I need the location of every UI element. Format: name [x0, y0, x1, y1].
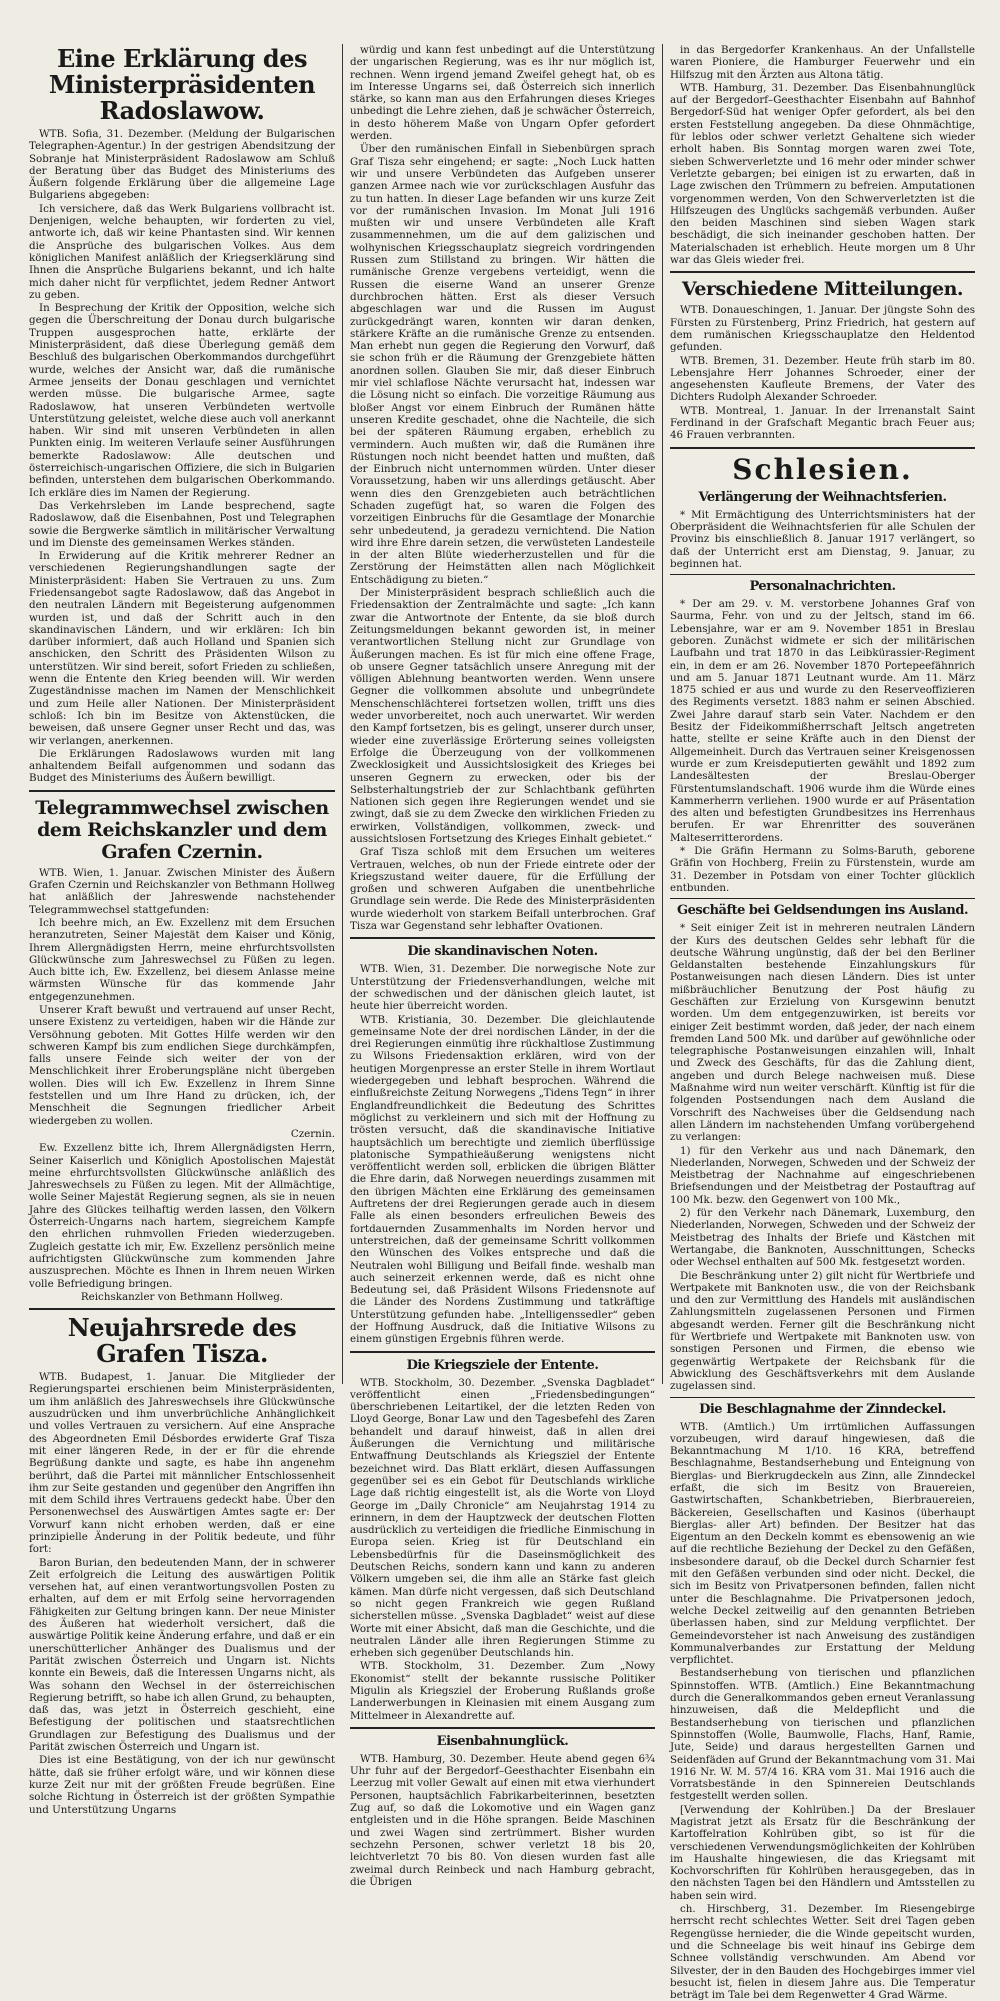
paragraph: Über den rumänischen Einfall in Siebenbürgen sprach Graf Tisza sehr eingehend; er sagte: „Noch Luck hatten wir und unsere Verbündeten das Aufgeben unserer ganzen Armee nach wie vor zurückschlagen Ausfuhr das zu tun hatten. In dieser Lage befanden wir uns kurze Zeit vor der rumänischen Invasion. Im Monat Juli 1916 mußten wir und unsere Verbündeten alle Kraft zusammennehmen, um die auf dem galizischen und wolhynischen Kriegsschauplatz siegreich vordringenden Russen zum Stillstand zu bringen. Wir hätten die rumänische Grenze vergebens verteidigt, wenn die Russen die eiserne Wand an unserer Grenze durchbrochen hätten. Erst als dieser Versuch abgeschlagen war und die Russen im August zurückgedrängt waren, konnten wir daran denken, stärkere Kräfte an die rumänische Grenze zu entsenden. Man erhebt nun gegen die Regierung den Vorwurf, daß sie schon früh er die Räumung der Grenzgebiete hätten anordnen sollen. Glauben Sie mir, daß dieser Einbruch mir viel schlaflose Nächte verursacht hat, indessen war die Lösung nicht so einfach. Die vorzeitige Räumung aus bloßer Angst vor einem Einbruch der Rumänen hätte unseren Kredite geschadet, ohne die Nachteile, die sich bei der späteren Räumung ergaben, erheblich zu vermindern. Auch mußten wir, daß die Rumänen ihre Rüstungen noch nicht beendet hatten und mußten, daß der Einbruch nicht unternommen würden. Unter dieser Voraussetzung, haben wir uns allerdings getäuscht. Aber wenn dies den Grenzgebieten auch beträchtlichen Schaden zugefügt hat, so waren die Folgen des vorzeitigen Einbruchs für die Gesamtlage der Monarchie sehr unbedeutend, ja geradezu vernichtend. Die Nation wird ihre Ehre darein setzen, die verwüsteten Landesteile in der alten Blüte wiederherzustellen und für die Zerstörung der Heimstätten allen nach Möglichkeit Entschädigung zu bieten.“: [350, 143, 655, 586]
headline: Neujahrsrede des Grafen Tisza.: [67, 1313, 297, 1369]
paragraph: * Der am 29. v. M. verstorbene Johannes Graf von Saurma, Fehr. von und zu der Jeltsch, stand im 66. Lebensjahre, war er am 9. November 1851 in Breslau geboren. Zunächst widmete er sich der militärischen Laufbahn und trat 1870 in das Leibkürassier-Regiment ein, in dem er am 26. November 1870 Portepeefähnrich und am 5. Januar 1871 Leutnant wurde. Am 11. März 1875 schied er aus und wurde zu den Reserveoffizieren des Regiments versetzt. 1883 nahm er seinen Abschied. Zwei Jahre darauf starb sein Vater. Nachdem er den Besitz der Fideikommißherrschaft Jeltsch angetreten hatte, stellte er seine Kräfte auch in den Dienst der Allgemeinheit. Durch das Vertrauen seiner Kreisgenossen wurde er zum Kreisdeputierten gewählt und 1892 zum Landesältesten der Breslau-Oberger Fürstentumslandschaft. 1906 wurde ihm die Würde eines Kammerherrn verliehen. 1900 wurde er auf Präsentation des alten und befestigten Grundbesitzes ins Herrenhaus berufen. Er war Ehrenritter des souveränen Malteserritterordens.: [670, 598, 975, 844]
headline: Verlängerung der Weihnachtsferien.: [698, 489, 947, 505]
paragraph: WTB. Stockholm, 30. Dezember. „Svenska Dagbladet“ veröffentlicht einen „Friedensbedingungen“ überschriebenen Leitartikel, der die letzten Reden von Lloyd George, Bonar Law und den Tagesbefehl des Zaren behandelt und darauf hinweist, daß in allen drei Äußerungen die Vernichtung und militärische Entwaffnung Deutschlands als Kriegsziel der Entente bezeichnet wird. Das Blatt erklärt, diesen Auffassungen gegenüber sei es ein Gebot für Deutschlands wirkliche Lage daß richtig eingestellt ist, als die Worte von Lloyd George im „Daily Chronicle“ am Neujahrstag 1914 zu erinnern, in dem der Hauptzweck der deutschen Flotten ausdrücklich zu verteidigen die friedliche Einmischung in Europa seien. Krieg ist für Deutschland ein Lebensbedürfnis für die Daseinsmöglichkeit des Deutschen Reichs, sondern kann und kann zu anderen Völkern umgeben sei, die ihm alle an Stärke fast gleich kämen. Man dürfe nicht vergessen, daß sich Deutschland so nicht gegen Frankreich wie gegen Rußland sicherstellen müsse. „Svenska Dagbladet“ weist auf diese Worte mit einer Absicht, daß man die Geschichte, und die neutralen Länder alle ihren Regierungen Stimme zu erheben sich gegenüber Deutschlands hin.: [350, 1376, 655, 1660]
column-3: [662, 44, 982, 2001]
section-divider: [670, 447, 975, 449]
section-divider: [29, 790, 335, 792]
paragraph: Baron Burian, den bedeutenden Mann, der in schwerer Zeit erfolgreich die Leitung des auswärtigen Politik versehen hat, auf einen verantwortungsvollen Posten zu erhalten, auf dem er mit Erfolg seine hervorragenden Fähigkeiten zur Geltung bringen kann. Der neue Minister des Äußeren hat wiederholt versichert, daß die auswärtige Politik keine Änderung erfahre, und daß er ein unerschütterlicher Anhänger des Dualismus und der Parität zwischen Österreich und Ungarn ist. Nichts konnte ein Beweis, daß die Interessen Ungarns nicht, als Was sohann den Wechsel in der österreichischen Regierung betrifft, so habe ich allen Grund, zu behaupten, daß das, was jetzt in Österreich geschieht, eine Befestigung der politischen und staatsrechtlichen Grundlagen zur Befestigung des Dualismus und der Parität zwischen Österreich und Ungarn ist.: [29, 1556, 335, 1754]
paragraph: Graf Tisza schloß mit dem Ersuchen um weiteres Vertrauen, welches, ob nun der Friede eintrete oder der Kriegszustand weiter dauere, für die Erfüllung der großen und schweren Aufgaben die unentbehrliche Grundlage sein werde. Die Rede des Ministerpräsidenten wurde wiederholt von starkem Beifall unterbrochen. Graf Tisza war Gegenstand sehr lebhafter Ovationen.: [350, 846, 655, 933]
section-divider: [350, 1351, 655, 1353]
paragraph: 1) für den Verkehr aus und nach Dänemark, den Niederlanden, Norwegen, Schweden und der Schweiz der Meistbetrag der Nachnahme auf eingeschriebenen Briefsendungen und der Meistbetrag der Postauftrag auf 100 Mk. bezw. den Gegenwert von 100 Mk.,: [670, 1144, 975, 1206]
section-divider: [670, 574, 975, 575]
paragraph: Ich beehre mich, an Ew. Exzellenz mit dem Ersuchen heranzutreten, Seiner Majestät dem Kaiser und König, Ihrem Allergnädigsten Herrn, meine ehrfurchtsvollsten Glückwünsche zum Jahreswechsel zu Füßen zu legen. Auch bitte ich, Ew. Exzellenz, bei diesem Anlasse meine wärmsten Wünsche für das kommende Jahr entgegenzunehmen.: [29, 916, 335, 1003]
paragraph: WTB. Wien, 31. Dezember. Die norwegische Note zur Unterstützung der Friedensverhandlungen, welche mit der schwedischen und der dänischen gleich lautet, ist heute hier überreicht worden.: [350, 963, 655, 1013]
section-divider: [670, 271, 975, 273]
paragraph: WTB. Sofia, 31. Dezember. (Meldung der Bulgarischen Telegraphen-Agentur.) In der gestrigen Abendsitzung der Sobranje hat Ministerpräsident Radoslawow am Schluß der Beratung über das Budget des Ministeriums des Äußern folgende Erklärung über die allgemeine Lage Bulgariens abgegeben:: [29, 128, 335, 202]
section-divider: [350, 1727, 655, 1729]
headline: Telegrammwechsel zwischen dem Reichskanzler und dem Grafen Czernin.: [35, 796, 329, 863]
paragraph: WTB. Donaueschingen, 1. Januar. Der jüngste Sohn des Fürsten zu Fürstenberg, Prinz Friedrich, hat gestern auf dem rumänischen Kriegsschauplatze den Heldentod gefunden.: [670, 304, 975, 354]
section-divider: [670, 1397, 975, 1398]
paragraph: Ich versichere, daß das Werk Bulgariens vollbracht ist. Denjenigen, welche behaupten, wir forderten zu viel, antworte ich, daß wir keine Phantasten sind. Wir kennen die Ansprüche des bulgarischen Volkes. Aus dem königlichen Manifest anläßlich der Kriegserklärung sind Ihnen die Ansprüche Bulgariens bekannt, und ich halte mich daher nicht für verpflichtet, jedem Redner Antwort zu geben.: [29, 202, 335, 301]
paragraph: ch. Hirschberg, 31. Dezember. Im Riesengebirge herrscht recht schlechtes Wetter. Seit drei Tagen geben Regengüsse hernieder, die die Winde gepeitscht wurden, und die Schneelage bis weit hinauf ins Gebirge dem Schnee vollständig verschwunden. Am Abend vor Silvester, der in den Bauden des Hochgebirges immer viel besucht ist, fielen in diesem Jahre aus. Die Temperatur beträgt im Tale bei dem Regenwetter 4 Grad Wärme.: [670, 1903, 975, 2001]
paragraph: Die Beschränkung unter 2) gilt nicht für Wertbriefe und Wertpakete mit Banknoten usw., die von der Reichsbank und den zur Vermittlung des Handels mit ausländischen Zahlungsmitteln zugelassenen Personen und Firmen abgesandt werden. Ferner gilt die Beschränkung nicht für Wertbriefe und Wertpakete mit Banknoten usw. von sonstigen Personen und Firmen, die ebenso wie gegenwärtig Wertpakete der Reichsbank für die Abwicklung des Geschäftsverkehrs mit dem Auslande zugelassen sind.: [670, 1269, 975, 1393]
paragraph: WTB. Montreal, 1. Januar. In der Irrenanstalt Saint Ferdinand in der Grafschaft Megantic brach Feuer aus; 46 Frauen verbrannten.: [670, 404, 975, 442]
column-2: [342, 44, 662, 1888]
paragraph: Die Erklärungen Radoslawows wurden mit lang anhaltendem Beifall aufgenommen und sodann das Budget des Ministeriums des Äußern bewilligt.: [29, 747, 335, 785]
paragraph: WTB. (Amtlich.) Um irrtümlichen Auffassungen vorzubeugen, wird darauf hingewiesen, daß die Bekanntmachung M 1/10. 16 KRA, betreffend Beschlagnahme, Bestandserhebung und Enteignung von Bierglas- und Bierkrugdeckeln aus Zinn, alle Zinndeckel erfaßt, die sich im Besitz von Brauereien, Gastwirtschaften, Schankbetrieben, Bierbrauereien, Bäckereien, Gesellschaften und Kasinos (überhaupt Bierglas- aller Art) befinden. Der Besitzer hat das Eigentum an den Deckeln kommt es ebensowenig an wie auf die rechtliche Beziehung der Deckel zu den Gefäßen, insbesondere darauf, ob die Deckel durch Scharnier fest mit den Gefäßen verbunden sind oder nicht. Deckel, die sich im Besitz von Privatpersonen befinden, fallen nicht unter die Beschlagnahme. Die Privatpersonen jedoch, welche Deckel zeitweilig auf den genannten Betrieben überlassen haben, sind zur Meldung verpflichtet. Der Gemeindevorsteher ist nach Anweisung des zuständigen Kommunalverbandes zur Erstattung der Meldung verpflichtet.: [670, 1420, 975, 1667]
section-divider: [350, 937, 655, 939]
paragraph: 2) für den Verkehr nach Dänemark, Luxemburg, den Niederlanden, Norwegen, Schweden und der Schweiz der Meistbetrag des Inhalts der Briefe und Kästchen mit Wertangabe, die Banknoten, Ausschnittungen, Schecks oder Wechsel enthalten auf 500 Mk. festgesetzt worden.: [670, 1207, 975, 1269]
paragraph: In Erwiderung auf die Kritik mehrerer Redner an verschiedenen Regierungshandlungen sagte der Ministerpräsident: Haben Sie Vertrauen zu uns. Zum Friedensangebot sagte Radoslawow, daß das Angebot in den neutralen Ländern mit Begeisterung aufgenommen wurden ist, und daß der Schritt auch in den skandinavischen Ländern, und wir erklären: Ich bin darüber informiert, daß auch Holland und Spanien sich anschicken, den Schritt des Präsidenten Wilson zu unterstützen. Wir sind bereit, sofort Frieden zu schließen, wenn die Entente den Krieg beenden will. Wir werden Zugeständnisse machen im Namen der Menschlichkeit und zum Heile aller Nationen. Der Ministerpräsident schloß: Ich bin im Besitze von Aktenstücken, die beweisen, daß unsere Gegner unser Recht und das, was wir verlangen, anerkennen.: [29, 550, 335, 747]
headline: Eine Erklärung des Ministerpräsidenten Radoslawow.: [48, 44, 316, 125]
paragraph: WTB. Hamburg, 31. Dezember. Das Eisenbahnunglück auf der Bergedorf–Geesthachter Eisenbahn auf Bahnhof Bergedorf-Süd hat weniger Opfer gefordert, als bei den ersten Feststellung angegeben. Da diese Ohnmächtige, für leblos oder schwer verletzt Gehaltene sich wieder erholt haben. Bis Sonntag morgen waren zwei Tote, sieben Schwerverletzte und 16 mehr oder minder schwer Verletzte gebargen; bei einigen ist zu erwarten, daß in Lage zwischen den Trümmern zu befreien. Amputationen vorgenommen werden, Von den Schwerverletzten ist die Hilfszeugen des Unglücks sachgemäß verbunden. Außer den beiden Maschinen sind sieben Wagen stark beschädigt, die sich ineinander geschoben hatten. Der Materialschaden ist erheblich. Heute morgen um 8 Uhr war das Gleis wieder frei.: [670, 81, 975, 267]
paragraph: * Mit Ermächtigung des Unterrichtsministers hat der Oberpräsident die Weihnachtsferien für alle Schulen der Provinz bis einschließlich 8. Januar 1917 verlängert, so daß der Unterricht erst am Dienstag, 9. Januar, zu beginnen hat.: [670, 508, 975, 570]
paragraph: [Verwendung der Kohlrüben.] Da der Breslauer Magistrat jetzt als Ersatz für die Beschränkung der Kartoffelration Kohlrüben gibt, so ist für die verschiedenen Verwendungsmöglichkeiten der Kohlrüben im Haushalte hingewiesen, die das Kriegsamt mit Kochvorschriften für Kohlrüben herausgegeben, das in den nächsten Tagen bei den Händlern und Amtsstellen zu haben sein wird.: [670, 1803, 975, 1902]
paragraph: WTB. Bremen, 31. Dezember. Heute früh starb im 80. Lebensjahre Herr Johannes Schroeder, einer der angesehensten Kaufleute Bremens, der Vater des Dichters Rudolph Alexander Schroeder.: [670, 354, 975, 404]
headline: Personalnachrichten.: [749, 579, 896, 595]
paragraph: In Besprechung der Kritik der Opposition, welche sich gegen die Überschreitung der Donau durch bulgarische Truppen ausgesprochen hatte, erklärte der Ministerpräsident, daß diese Überlegung gemäß dem Beschluß des bulgarischen Oberkommandos durchgeführt wurde, welches der Ansicht war, daß die rumänische Armee jenseits der Donau geschlagen und vernichtet werden müsse. Die bulgarische Armee, sagte Radoslawow, hat unseren Verbündeten wertvolle Unterstützung geleistet, welche diese auch voll anerkannt haben. Wir sind mit unseren Verbündeten in allen Punkten einig. Im weiteren Verlaufe seiner Ausführungen bemerkte Radoslawow: Alle deutschen und österreichisch-ungarischen Offiziere, die sich in Bulgarien befinden, unterstehen dem bulgarischen Oberkommando. Ich erkläre dies im Namen der Regierung.: [29, 302, 335, 499]
paragraph: Der Ministerpräsident besprach schließlich auch die Friedensaktion der Zentralmächte und sagte: „Ich kann zwar die Antwortnote der Entente, da sie bloß durch Zeitungsmeldungen bekannt geworden ist, in meiner verantwortlichen Stellung nicht zur Grundlage von Äußerungen machen. Es ist für mich eine offene Frage, ob unsere Gegner tatsächlich unsere Anregung mit der völligen Ablehnung beantworten werden. Wenn unsere Gegner die vollkommen absolute und unbegründete Menschenschlächterei fortsetzen wollen, trifft uns dies weder unvorbereitet, noch auch unerwartet. Wir werden den Kampf fortsetzen, bis es gelingt, unserer durch unser, wieder eine zuverlässige Erörterung seines volleigsten Erfolge die Überzeugung von der vollkommenen Zwecklosigkeit und Aussichtslosigkeit des Krieges bei unseren Gegnern zu erwecken, oder bis der Selbsterhaltungstrieb der zur Schlachtbank geführten Nationen sich gegen ihre Regierungen wendet und sie zwingt, daß sie zu dem Zwecke den wirklichen Frieden zu erwirken, Vollständigen, vollkommen, zweck- und aussichtslosen Fortsetzung des Krieges Einhalt gebietet.“: [350, 587, 655, 845]
paragraph: WTB. Stockholm, 31. Dezember. Zum „Nowy Ekonomist“ stellt der bekannte russische Politiker Migulin als Kriegsziel der Eroberung Rußlands große Landerwerbungen in Kleinasien mit einem Ausgang zum Mittelmeer in Alexandrette auf.: [350, 1660, 655, 1722]
paragraph: in das Bergedorfer Krankenhaus. An der Unfallstelle waren Pioniere, die Hamburger Feuerwehr und ein Hilfszug mit den Ärzten aus Altona tätig.: [670, 44, 975, 81]
paragraph: WTB. Budapest, 1. Januar. Die Mitglieder der Regierungspartei erschienen beim Ministerpräsidenten, um ihm anläßlich des Jahreswechsels ihre Glückwünsche auszudrücken und ihm unverbrüchliche Anhänglichkeit und volles Vertrauen zu versichern. Auf eine Ansprache des Abgeordneten Emil Désbordes erwiderte Graf Tisza mit einer längeren Rede, in der er für die ehrende Begrüßung dankte und sagte, es habe ihn angenehm berührt, daß die Partei mit männlicher Entschlossenheit ihm zur Seite gestanden und gegenüber den Angriffen ihn mit dem Schild ihres Vertrauens gedeckt habe. Über den Personenwechsel des Auswärtigen Amtes sagte er: Der Vorwurf kann nicht erhoben werden, daß er eine prinzipielle Änderung in der Politik bedeute, und führ fort:: [29, 1371, 335, 1556]
paragraph: Das Verkehrsleben im Lande besprechend, sagte Radoslawow, daß die Eisenbahnen, Post und Telegraphen sowie die Bergwerke sämtlich in militärischer Verwaltung und im Dienste des gemeinsamen Werkes ständen.: [29, 499, 335, 549]
headline: Die skandinavischen Noten.: [407, 944, 598, 960]
paragraph: WTB. Hamburg, 30. Dezember. Heute abend gegen 6¾ Uhr fuhr auf der Bergedorf–Geesthachter Eisenbahn ein Leerzug mit voller Gewalt auf einen mit etwa vierhundert Personen, hauptsächlich Fabrikarbeiterinnen, besetzten Zug auf, so daß die Lokomotive und ein Wagen ganz entgleisten und in die Höhe sprangen. Beide Maschinen und zwei Wagen sind zertrümmert. Bisher wurden sechzehn Personen, schwer verletzt 18 bis 20, leichtverletzt 70 bis 80. Von diesen wurden fast alle zweimal durch Reinbeck und nach Hamburg gebracht, die Übrigen: [350, 1752, 655, 1888]
paragraph: Bestandserhebung von tierischen und pflanzlichen Spinnstoffen. WTB. (Amtlich.) Eine Bekanntmachung durch die Generalkommandos geben erneut Veranlassung hinzuweisen, daß die Meldepflicht und die Bestandserhebung von tierischen und pflanzlichen Spinnstoffen (Wolle, Baumwolle, Flachs, Hanf, Ramie, Jute, Seide) und daraus hergestellten Garnen und Seidenfäden auf Grund der Bekanntmachung vom 31. Mai 1916 Nr. W. M. 57/4 16. KRA vom 31. Mai 1916 auch die Vorratsbestände in den Spinnereien Deutschlands festgestellt werden sollen.: [670, 1667, 975, 1803]
section-divider: [29, 1308, 335, 1310]
signature-line: Czernin.: [290, 1127, 335, 1140]
paragraph: würdig und kann fest unbedingt auf die Unterstützung der ungarischen Regierung, was es ihr nur möglich ist, rechnen. Wenn irgend jemand Zweifel gehegt hat, ob es im Interesse Ungarns sei, daß Österreich sich innerlich stärke, so kann man aus den Erfahrungen dieses Krieges unbedingt die Lehre ziehen, daß je schwächer Österreich, in desto höherem Maße von Ungarn Opfer gefordert werden.: [350, 44, 655, 143]
signature-line: Reichskanzler von Bethmann Hollweg.: [80, 1290, 284, 1303]
headline: Die Beschlagnahme der Zinndeckel.: [699, 1401, 946, 1417]
headline: Geschäfte bei Geldsendungen ins Ausland.: [677, 903, 968, 919]
paragraph: WTB. Wien, 1. Januar. Zwischen Minister des Äußern Grafen Czernin und Reichskanzler von Bethmann Hollweg hat anläßlich der Jahreswende nachstehender Telegrammwechsel stattgefunden:: [29, 866, 335, 916]
columns: [22, 44, 986, 2001]
paragraph: * Seit einiger Zeit ist in mehreren neutralen Ländern der Kurs des deutschen Geldes sehr lebhaft für die deutsche Währung ungünstig, daß der bei den Berliner Geldanstalten bestehende Einzahlungskurs für Postanweisungen nach diesen Ländern. Dies ist unter mißbräuchlicher Benutzung der Post häufig zu Geschäften zur Erzielung von Kursgewinn benutzt worden. Um dem entgegenzuwirken, ist bereits vor einiger Zeit bestimmt worden, daß jeder, der nach einem fremden Land 500 Mk. und darüber auf gewöhnliche oder telegraphische Postanweisungen einzahlen will, Inhalt und Zweck des Geschäfts, für das die Zahlung dient, angeben und durch Belege nachweisen muß. Diese Maßnahme wird nun weiter verschärft. Künftig ist für die folgenden Postsendungen nach dem Ausland die Vorschrift des Nachweises über die Geldsendung nach allen Ländern im nachstehenden Umfang vorübergehend zu verlangen:: [670, 922, 975, 1144]
headline: Die Kriegsziele der Entente.: [406, 1357, 599, 1373]
paragraph: * Die Gräfin Hermann zu Solms-Baruth, geborene Gräfin von Hochberg, Freiin zu Fürstenstein, wurde am 31. Dezember in Potsdam von einer Tochter glücklich entbunden.: [670, 845, 975, 894]
headline: Schlesien.: [732, 452, 913, 486]
headline: Verschiedene Mitteilungen.: [681, 278, 964, 301]
paragraph: Unserer Kraft bewußt und vertrauend auf unser Recht, unsere Existenz zu verteidigen, haben wir die Hände zur Versöhnung geboten. Mit Gottes Hilfe werden wir den schweren Kampf bis zum endlichen Siege durchkämpfen, falls unsere Feinde sich weiter der von der Menschlichkeit ihrer Eroberungspläne nicht übergeben wollen. Dies will ich Ew. Exzellenz in Ihrem Sinne feststellen und um Ihre Hand zu drücken, ich, der Menschheit die Segnungen friedlicher Arbeit wiedergeben zu wollen.: [29, 1004, 335, 1127]
headline: Eisenbahnunglück.: [436, 1733, 569, 1749]
paragraph: Dies ist eine Bestätigung, von der ich nur gewünscht hätte, daß sie früher erfolgt wäre, und wir können diese kurze Zeit nur mit der größten Freude begrüßen. Eine solche Richtung in Österreich ist der größten Sympathie und Unterstützung Ungarns: [29, 1754, 335, 1816]
paragraph: WTB. Kristiania, 30. Dezember. Die gleichlautende gemeinsame Note der drei nordischen Länder, in der die drei Regierungen einmütig ihre rückhaltlose Zustimmung zu Wilsons Friedensaktion erklären, wird von der heutigen Morgenpresse an erster Stelle in ihrem Wortlaut wiedergegeben und lebhaft besprochen. Während die einflußreichste Zeitung Norwegens „Tidens Tegn“ in ihrer Englandfreundlichkeit die Bedeutung des Schrittes möglichst zu verkleinern und sich mit der Hoffnung zu trösten versucht, daß die skandinavische Initiative hauptsächlich um berechtigte und ziemlich überflüssige platonische Sympathieäußerung wenigstens nicht veröffentlicht werden soll, erblicken die übrigen Blätter die Ehre darin, daß Norwegen neuerdings zusammen mit den übrigen Mächten eine Erklärung des gemeinsamen Auftretens der drei Regierungen gerade auch in diesem Falle als einen besonders erfreulichen Beweis des fortdauernden Zusammenhalts im Norden hervor und unterstreichen, daß der gemeinsame Schritt vollkommen den Wünschen des Volkes entspreche und daß die Neutralen wohl Billigung und Beifall finde. weshalb man auch seinerzeit erkennen werde, daß es nicht ohne Bedeutung sei, daß Präsident Wilsons Friedensnote auf die Länder des Nordens Zustimmung und tatkräftige Unterstützung gefunden habe. „Intelligenssedler“ geben der Hoffnung Ausdruck, daß die Initiative Wilsons zu einem günstigen Ergebnis führen werde.: [350, 1013, 655, 1346]
column-1: [22, 44, 342, 1816]
section-divider: [670, 898, 975, 899]
paragraph: Ew. Exzellenz bitte ich, Ihrem Allergnädigsten Herrn, Seiner Kaiserlich und Königlich Apostolischen Majestät meine ehrfurchtsvollsten Glückwünsche anläßlich des Jahreswechsels zu Füßen zu legen. Mit der Allmächtige, wolle Seiner Majestät Regierung segnen, als sie in neuen Jahre des Glückes teilhaftig werden lassen, den Völkern Österreich-Ungarns nach hartem, siegreichem Kampfe den ehrlichen ruhmvollen Frieden wiederzugeben. Zugleich gestatte ich mir, Ew. Exzellenz persönlich meine aufrichtigsten Glückwünsche zum kommenden Jahre auszusprechen. Möchte es Ihnen in Ihrem neuen Wirken volle Befriedigung bringen.: [29, 1142, 335, 1290]
